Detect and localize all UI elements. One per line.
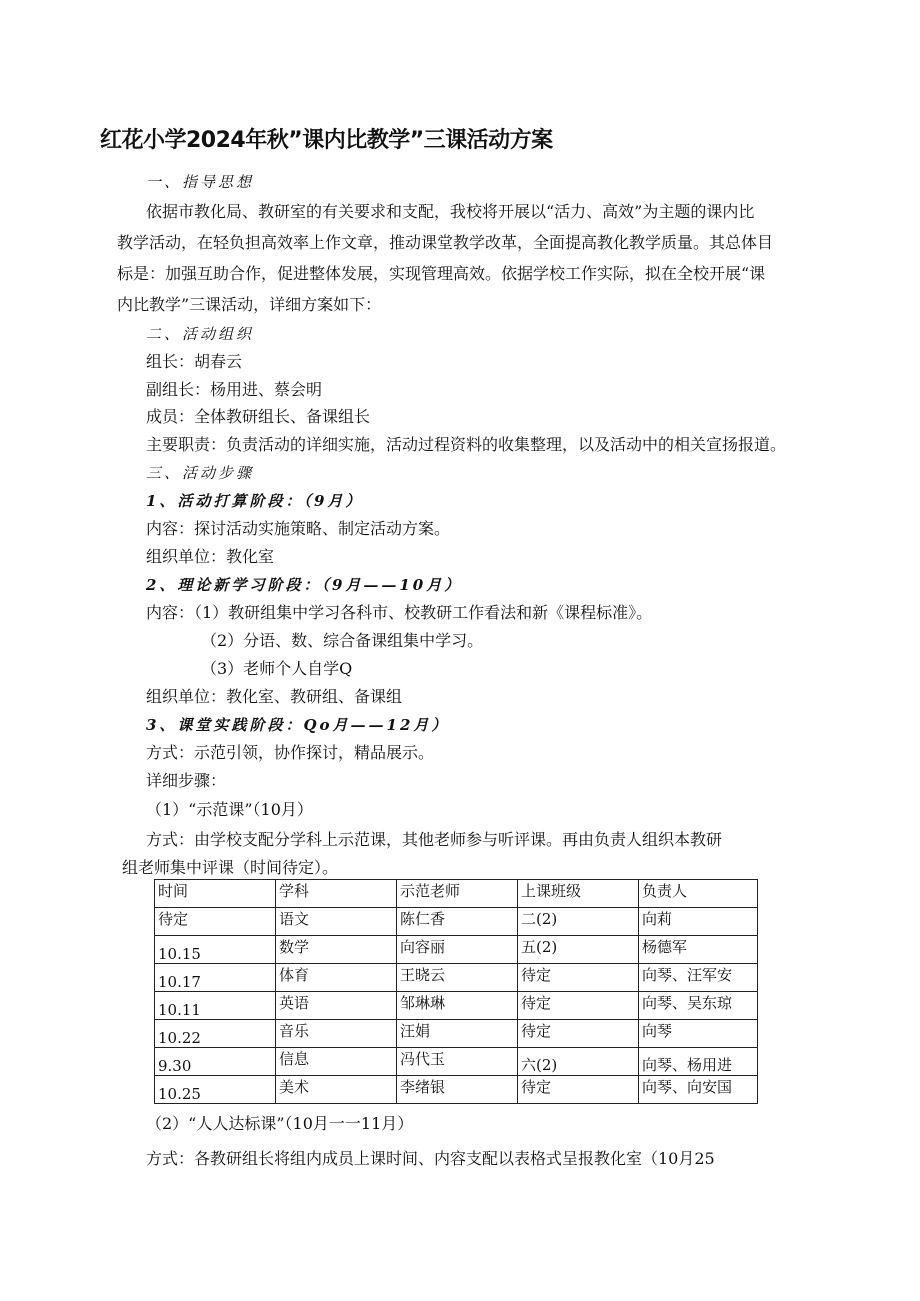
stage-1-unit: 组织单位：教化室 [146,547,275,566]
table-cell: 向琴、汪军安 [639,964,758,992]
everyone-class-heading: （2）“人人达标课”（10月一一11月） [146,1114,414,1133]
table-cell: 美术 [276,1076,397,1104]
table-cell: 汪娟 [397,1020,518,1048]
leader-line: 组长：胡春云 [146,352,243,371]
table-cell: 向容丽 [397,936,518,964]
table-cell: 音乐 [276,1020,397,1048]
table-row [155,1048,758,1076]
table-cell: 10.22 [155,1020,276,1048]
table-row [155,1020,758,1048]
table-cell: 10.25 [155,1076,276,1104]
table-cell: 待定 [518,1076,639,1104]
table-header-cell: 示范老师 [397,880,518,908]
table-header-cell: 负责人 [639,880,758,908]
paragraph-line: 依据市教化局、教研室的有关要求和支配，我校将开展以“活力、高效”为主题的课内比 [146,202,755,221]
paragraph-line: 内比教学”三课活动，详细方案如下： [117,295,382,314]
table-cell: 待定 [518,1020,639,1048]
table-cell: 向琴、吴东琼 [639,992,758,1020]
table-cell: 语文 [276,908,397,936]
stage-2-content: （2）分语、数、综合备课组集中学习。 [201,631,484,650]
stage-3-method: 方式：示范引领，协作探讨，精品展示。 [146,743,435,762]
stage-3-steps: 详细步骤： [146,771,227,790]
table-cell: 待定 [518,992,639,1020]
table-cell: 待定 [155,908,276,936]
table-cell: 向琴、向安国 [639,1076,758,1104]
table-row [155,964,758,992]
everyone-class-method: 方式：各教研组长将组内成员上课时间、内容支配以表格式呈报教化室（10月25 [146,1149,715,1168]
table-row [155,1076,758,1104]
table-cell: 向琴 [639,1020,758,1048]
paragraph-line: 教学活动，在轻负担高效率上作文章，推动课堂教学改革，全面提高教化教学质量。其总体目 [117,233,774,252]
table-cell: 邹琳琳 [397,992,518,1020]
table-cell: 10.15 [155,936,276,964]
table-row [155,992,758,1020]
table-cell: 二(2) [518,908,639,936]
demo-class-heading: （1）“示范课”（10月） [146,800,313,819]
table-cell: 六(2) [518,1048,639,1076]
table-cell: 10.11 [155,992,276,1020]
stage-1-title: 1、活动打算阶段：（9月） [146,492,364,510]
table-cell: 李绪银 [397,1076,518,1104]
table-header-row [155,880,758,908]
table-header-cell: 时间 [155,880,276,908]
demo-class-table [154,879,758,1104]
vice-leader-line: 副组长：杨用进、蔡会明 [146,380,323,399]
table-row [155,908,758,936]
table-cell: 信息 [276,1048,397,1076]
table-cell: 英语 [276,992,397,1020]
demo-class-method: 组老师集中评课（时间待定）。 [122,858,339,877]
demo-class-method: 方式：由学校支配分学科上示范课，其他老师参与听评课。再由负责人组织本教研 [146,830,723,849]
members-line: 成员：全体教研组长、备课组长 [146,407,371,426]
stage-2-content: 内容：（1）教研组集中学习各科市、校教研工作看法和新《课程标准》。 [146,603,653,622]
table-header-cell: 上课班级 [518,880,639,908]
table-cell: 向莉 [639,908,758,936]
section-heading-1: 一、指导思想 [146,173,255,191]
table-cell: 体育 [276,964,397,992]
table-cell: 10.17 [155,964,276,992]
table-cell: 数学 [276,936,397,964]
duty-line: 主要职责：负责活动的详细实施，活动过程资料的收集整理，以及活动中的相关宣扬报道。 [146,435,787,454]
section-heading-3: 三、活动步骤 [146,464,255,482]
table-cell: 陈仁香 [397,908,518,936]
table-cell: 向琴、杨用进 [639,1048,758,1076]
table-cell: 冯代玉 [397,1048,518,1076]
table-cell: 待定 [518,964,639,992]
paragraph-line: 标是：加强互助合作，促进整体发展，实现管理高效。依据学校工作实际，拟在全校开展“课 [117,264,766,283]
table-cell: 杨德军 [639,936,758,964]
stage-1-content: 内容：探讨活动实施策略、制定活动方案。 [146,519,451,538]
stage-2-unit: 组织单位：教化室、教研组、备课组 [146,687,403,706]
table-cell: 9.30 [155,1048,276,1076]
section-heading-2: 二、活动组织 [146,325,255,343]
stage-2-content: （3）老师个人自学Q [201,659,353,678]
table-cell: 王晓云 [397,964,518,992]
stage-2-title: 2、理论新学习阶段：（9月——10月） [146,576,463,594]
table-cell: 五(2) [518,936,639,964]
page-title: 红花小学2024年秋”课内比教学”三课活动方案 [100,128,553,153]
table-header-cell: 学科 [276,880,397,908]
table-row [155,936,758,964]
stage-3-title: 3、课堂实践阶段：Qo月——12月） [146,716,450,734]
